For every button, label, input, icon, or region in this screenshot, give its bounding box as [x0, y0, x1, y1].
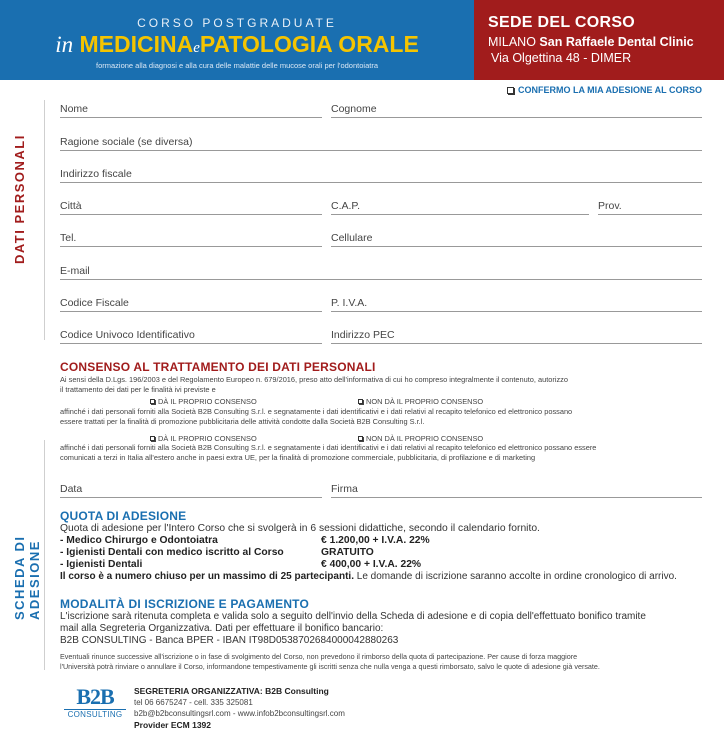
course-kicker: CORSO POSTGRADUATE	[137, 16, 337, 30]
quota-row-label: - Igienisti Dentali	[60, 559, 143, 570]
consent-1-yes-label: DÀ IL PROPRIO CONSENSO	[158, 397, 257, 406]
confirm-label: CONFERMO LA MIA ADESIONE AL CORSO	[517, 85, 702, 95]
email-field[interactable]	[60, 279, 702, 280]
side-label-dati: DATI PERSONALI	[12, 134, 27, 264]
title-e: e	[193, 40, 200, 56]
data-field[interactable]	[60, 497, 322, 498]
tel-field[interactable]	[60, 246, 322, 247]
footer-email[interactable]: b2b@b2bconsultingsrl.com - www.infob2bconsultingsrl.com	[134, 709, 345, 718]
consent-2-no-checkbox[interactable]	[358, 436, 363, 441]
venue-clinic: San Raffaele Dental Clinic	[539, 35, 694, 49]
quota-row-price: GRATUITO	[321, 547, 374, 558]
piva-field[interactable]	[331, 311, 702, 312]
consent-1-no[interactable]	[358, 397, 483, 406]
consent-1-text-2: essere trattati per la finalità di promozione pubblicitaria delle attività condotte dalla Società B2B Consulting S.r.l.	[60, 417, 425, 426]
label-cf: Codice Fiscale	[60, 297, 129, 309]
modalita-title: MODALITÀ DI ISCRIZIONE E PAGAMENTO	[60, 597, 310, 611]
consent-2-no-label: NON DÀ IL PROPRIO CONSENSO	[366, 434, 484, 443]
consent-1-no-checkbox[interactable]	[358, 399, 363, 404]
cf-field[interactable]	[60, 311, 322, 312]
pec-field[interactable]	[331, 343, 702, 344]
section-divider	[44, 440, 45, 670]
quota-intro: Quota di adesione per l'Intero Corso che si svolgerà in 6 sessioni didattiche, secondo il calendario fornito.	[60, 523, 540, 534]
side-label-scheda: SCHEDA DI ADESIONE	[12, 535, 42, 620]
logo-subtext: CONSULTING	[64, 709, 126, 719]
confirm-adhesion[interactable]	[507, 85, 702, 95]
venue-address: Via Olgettina 48 - DIMER	[491, 51, 632, 65]
section-divider	[44, 100, 45, 340]
label-nome: Nome	[60, 103, 89, 115]
quota-row-label: - Igienisti Dentali con medico iscritto al Corso	[60, 547, 284, 558]
logo-text: B2B	[76, 684, 114, 709]
course-subtitle: formazione alla diagnosi e alla cura delle malattie delle mucose orali per l'odontoiatra	[95, 61, 378, 70]
quota-note-rest: Le domande di iscrizione saranno accolte in ordine cronologico di arrivo.	[353, 571, 677, 582]
quota-note-bold: Il corso è a numero chiuso per un massimo di 25 partecipanti.	[60, 571, 354, 582]
rinunce-line: l'Università potrà rinviare o annullare il Corso, informandone tempestivamente gli iscritti senza che nulla venga a questi rimborsato, salvo le quote di adesione già versate.	[60, 662, 600, 671]
venue-city: MILANO	[488, 35, 536, 49]
label-cui: Codice Univoco Identificativo	[60, 329, 195, 341]
consent-2-yes-label: DÀ IL PROPRIO CONSENSO	[158, 434, 257, 443]
citta-field[interactable]	[60, 214, 322, 215]
cognome-field[interactable]	[331, 117, 702, 118]
quota-row-price: € 1.200,00 + I.V.A. 22%	[321, 535, 430, 546]
consent-2-no[interactable]	[358, 434, 483, 443]
venue-line	[488, 35, 724, 49]
label-email: E-mail	[60, 265, 90, 277]
label-citta: Città	[60, 200, 82, 212]
modalita-line: mail alla Segreteria Organizzativa. Dati per effettuare il bonifico bancario:	[60, 623, 384, 634]
consent-1-yes-checkbox[interactable]	[150, 399, 155, 404]
segreteria-label: SEGRETERIA ORGANIZZATIVA: B2B Consulting	[134, 686, 329, 696]
quota-note	[60, 571, 677, 583]
modalita-iban: B2B CONSULTING - Banca BPER - IBAN IT98D0538702684000042880263	[60, 635, 399, 646]
label-piva: P. I.V.A.	[331, 297, 368, 309]
consent-1-yes[interactable]	[150, 397, 257, 406]
ragione-field[interactable]	[60, 150, 702, 151]
rinunce-line: Eventuali rinunce successive all'iscrizione o in fase di svolgimento del Corso, non prevedono il rimborso della quota di partecipazione. Per cause di forza maggiore	[60, 652, 578, 661]
quota-row-price: € 400,00 + I.V.A. 22%	[321, 559, 422, 570]
title-medicina: MEDICINA	[79, 31, 194, 57]
modalita-line: L'iscrizione sarà ritenuta completa e valida solo a seguito dell'invio della Scheda di adesione e di copia dell'effettuato bonifico tramite	[60, 611, 646, 622]
label-tel: Tel.	[60, 232, 77, 244]
title-in: in	[55, 32, 74, 57]
footer-phone: tel 06 6675247 - cell. 335 325081	[134, 698, 253, 707]
firma-field[interactable]	[331, 497, 702, 498]
cellulare-field[interactable]	[331, 246, 702, 247]
footer-provider: Provider ECM 1392	[134, 720, 212, 730]
prov-field[interactable]	[598, 214, 702, 215]
label-pec: Indirizzo PEC	[331, 329, 395, 341]
label-cognome: Cognome	[331, 103, 377, 115]
cap-field[interactable]	[331, 214, 589, 215]
quota-title: QUOTA DI ADESIONE	[60, 509, 187, 523]
consent-intro-2: il trattamento dei dati per le finalità ivi previste e	[60, 385, 216, 394]
label-indirizzo: Indirizzo fiscale	[60, 168, 132, 180]
consent-1-no-label: NON DÀ IL PROPRIO CONSENSO	[366, 397, 484, 406]
consent-title: CONSENSO AL TRATTAMENTO DEI DATI PERSONALI	[60, 360, 376, 374]
confirm-checkbox[interactable]	[507, 87, 514, 94]
consent-1-text-1: affinché i dati personali forniti alla Società B2B Consulting S.r.l. e segnatamente i dati identificativi e i dati relativi al recapito telefonico ed elettronico possano	[60, 407, 573, 416]
venue-title: SEDE DEL CORSO	[488, 14, 636, 31]
indirizzo-field[interactable]	[60, 182, 702, 183]
nome-field[interactable]	[60, 117, 322, 118]
venue-banner	[474, 0, 724, 80]
consent-2-yes-checkbox[interactable]	[150, 436, 155, 441]
label-firma: Firma	[331, 483, 358, 495]
consent-intro-1: Ai sensi della D.Lgs. 196/2003 e del Regolamento Europeo n. 679/2016, preso atto dell'informativa di cui ho compreso integralmente il contenuto, autorizzo	[60, 375, 568, 384]
course-banner	[0, 0, 474, 80]
title-patologia: PATOLOGIA ORALE	[199, 31, 419, 57]
label-prov: Prov.	[598, 200, 622, 212]
cui-field[interactable]	[60, 343, 322, 344]
label-ragione: Ragione sociale (se diversa)	[60, 136, 193, 148]
consent-2-yes[interactable]	[150, 434, 257, 443]
consent-2-text-2: comunicati a terzi in Italia all'estero anche in paesi extra UE, per la finalità di promozione commerciale, pubblicitaria, di profilazione e di marketing	[60, 453, 536, 462]
consent-2-text-1: affinché i dati personali forniti alla Società B2B Consulting S.r.l. e segnatamente i dati identificativi e i dati relativi al recapito telefonico ed elettronico possano essere	[60, 443, 597, 452]
quota-row-label: - Medico Chirurgo e Odontoiatra	[60, 535, 218, 546]
b2b-logo	[64, 686, 126, 730]
label-cellulare: Cellulare	[331, 232, 373, 244]
course-title	[0, 31, 474, 58]
label-cap: C.A.P.	[331, 200, 360, 212]
label-data: Data	[60, 483, 83, 495]
